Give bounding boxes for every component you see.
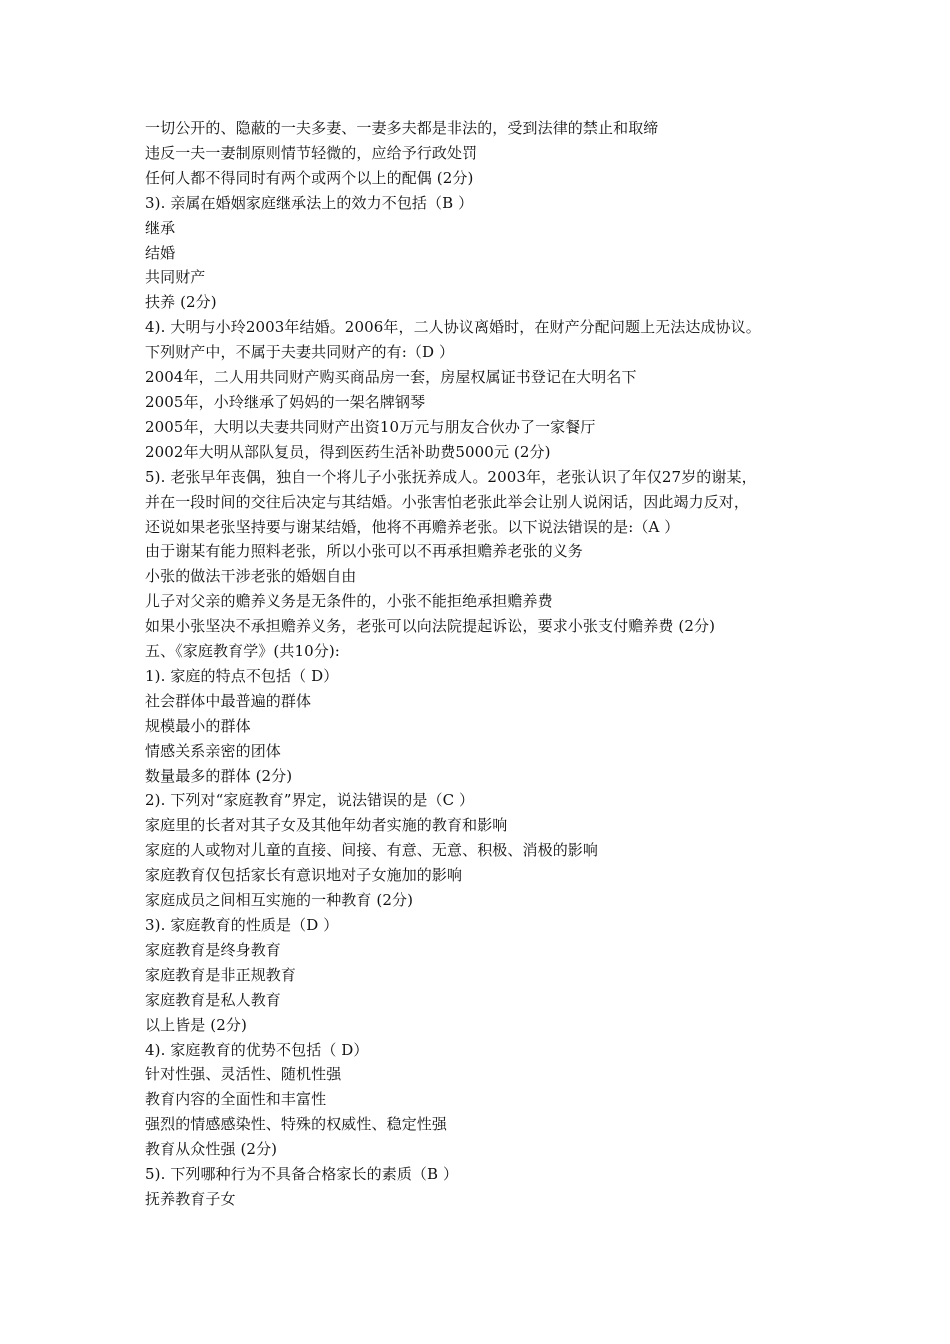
text-line: 一切公开的、隐蔽的一夫多妻、一妻多夫都是非法的，受到法律的禁止和取缔 — [145, 119, 659, 137]
text-line: 4). 大明与小玲2003年结婚。2006年，二人协议离婚时，在财产分配问题上无法达成协议。 — [145, 318, 761, 337]
text-line: 抚养教育子女 — [145, 1189, 236, 1208]
text-line: 4). 家庭教育的优势不包括（ D） — [145, 1040, 369, 1059]
text-line: 继承 — [145, 218, 176, 237]
text-line: 规模最小的群体 — [145, 716, 251, 735]
text-line: 还说如果老张坚持要与谢某结婚，他将不再赡养老张。以下说法错误的是:（A ） — [145, 517, 680, 536]
text-line: 共同财产 — [145, 268, 206, 287]
text-line: 家庭教育仅包括家长有意识地对子女施加的影响 — [145, 866, 463, 885]
text-line: 2005年，大明以夫妻共同财产出资10万元与朋友合伙办了一家餐厅 — [145, 417, 596, 436]
text-line: 2002年大明从部队复员，得到医药生活补助费5000元 (2分) — [145, 442, 551, 461]
text-line: 教育从众性强 (2分) — [145, 1140, 278, 1159]
text-line: 3). 亲属在婚姻家庭继承法上的效力不包括（B ） — [145, 193, 474, 212]
text-line: 以上皆是 (2分) — [145, 1015, 247, 1034]
text-line: 家庭成员之间相互实施的一种教育 (2分) — [145, 891, 414, 910]
text-line: 3). 家庭教育的性质是（D ） — [145, 916, 339, 934]
text-line: 2004年，二人用共同财产购买商品房一套，房屋权属证书登记在大明名下 — [145, 368, 637, 387]
text-line: 儿子对父亲的赡养义务是无条件的，小张不能拒绝承担赡养费 — [145, 592, 553, 611]
text-line: 数量最多的群体 (2分) — [145, 766, 293, 785]
text-line: 5). 下列哪种行为不具备合格家长的素质（B ） — [145, 1165, 459, 1184]
document-body — [145, 116, 825, 1212]
text-line: 社会群体中最普遍的群体 — [145, 691, 312, 710]
text-line: 并在一段时间的交往后决定与其结婚。小张害怕老张此举会让别人说闲话，因此竭力反对， — [145, 492, 750, 511]
text-line: 小张的做法干涉老张的婚姻自由 — [145, 567, 357, 586]
text-line: 如果小张坚决不承担赡养义务，老张可以向法院提起诉讼，要求小张支付赡养费 (2分) — [145, 617, 716, 636]
text-line: 针对性强、灵活性、随机性强 — [145, 1065, 342, 1084]
text-line: 1). 家庭的特点不包括（ D） — [145, 666, 339, 685]
text-line: 家庭教育是终身教育 — [145, 940, 281, 959]
text-line: 任何人都不得同时有两个或两个以上的配偶 (2分) — [145, 168, 474, 187]
text-line: 下列财产中，不属于夫妻共同财产的有:（D ） — [145, 343, 455, 362]
text-line: 结婚 — [145, 243, 176, 262]
text-line: 情感关系亲密的团体 — [145, 741, 281, 760]
text-line: 家庭的人或物对儿童的直接、间接、有意、无意、积极、消极的影响 — [145, 841, 599, 860]
text-line: 2). 下列对“家庭教育”界定，说法错误的是（C ） — [145, 791, 475, 810]
text-line: 由于谢某有能力照料老张，所以小张可以不再承担赡养老张的义务 — [145, 542, 583, 561]
text-line: 家庭教育是非正规教育 — [145, 965, 297, 984]
text-line: 5). 老张早年丧偶，独自一个将儿子小张抚养成人。2003年，老张认识了年仅27岁的谢某， — [145, 467, 757, 486]
text-line: 家庭里的长者对其子女及其他年幼者实施的教育和影响 — [145, 816, 508, 835]
text-line: 扶养 (2分) — [145, 293, 217, 312]
text-line: 教育内容的全面性和丰富性 — [145, 1090, 327, 1109]
text-line: 2005年，小玲继承了妈妈的一架名牌钢琴 — [145, 392, 426, 411]
text-line: 家庭教育是私人教育 — [145, 990, 281, 1009]
text-line: 五、《家庭教育学》(共10分): — [145, 642, 340, 661]
text-line: 违反一夫一妻制原则情节轻微的，应给予行政处罚 — [145, 143, 478, 162]
text-line: 强烈的情感感染性、特殊的权威性、稳定性强 — [145, 1115, 448, 1134]
